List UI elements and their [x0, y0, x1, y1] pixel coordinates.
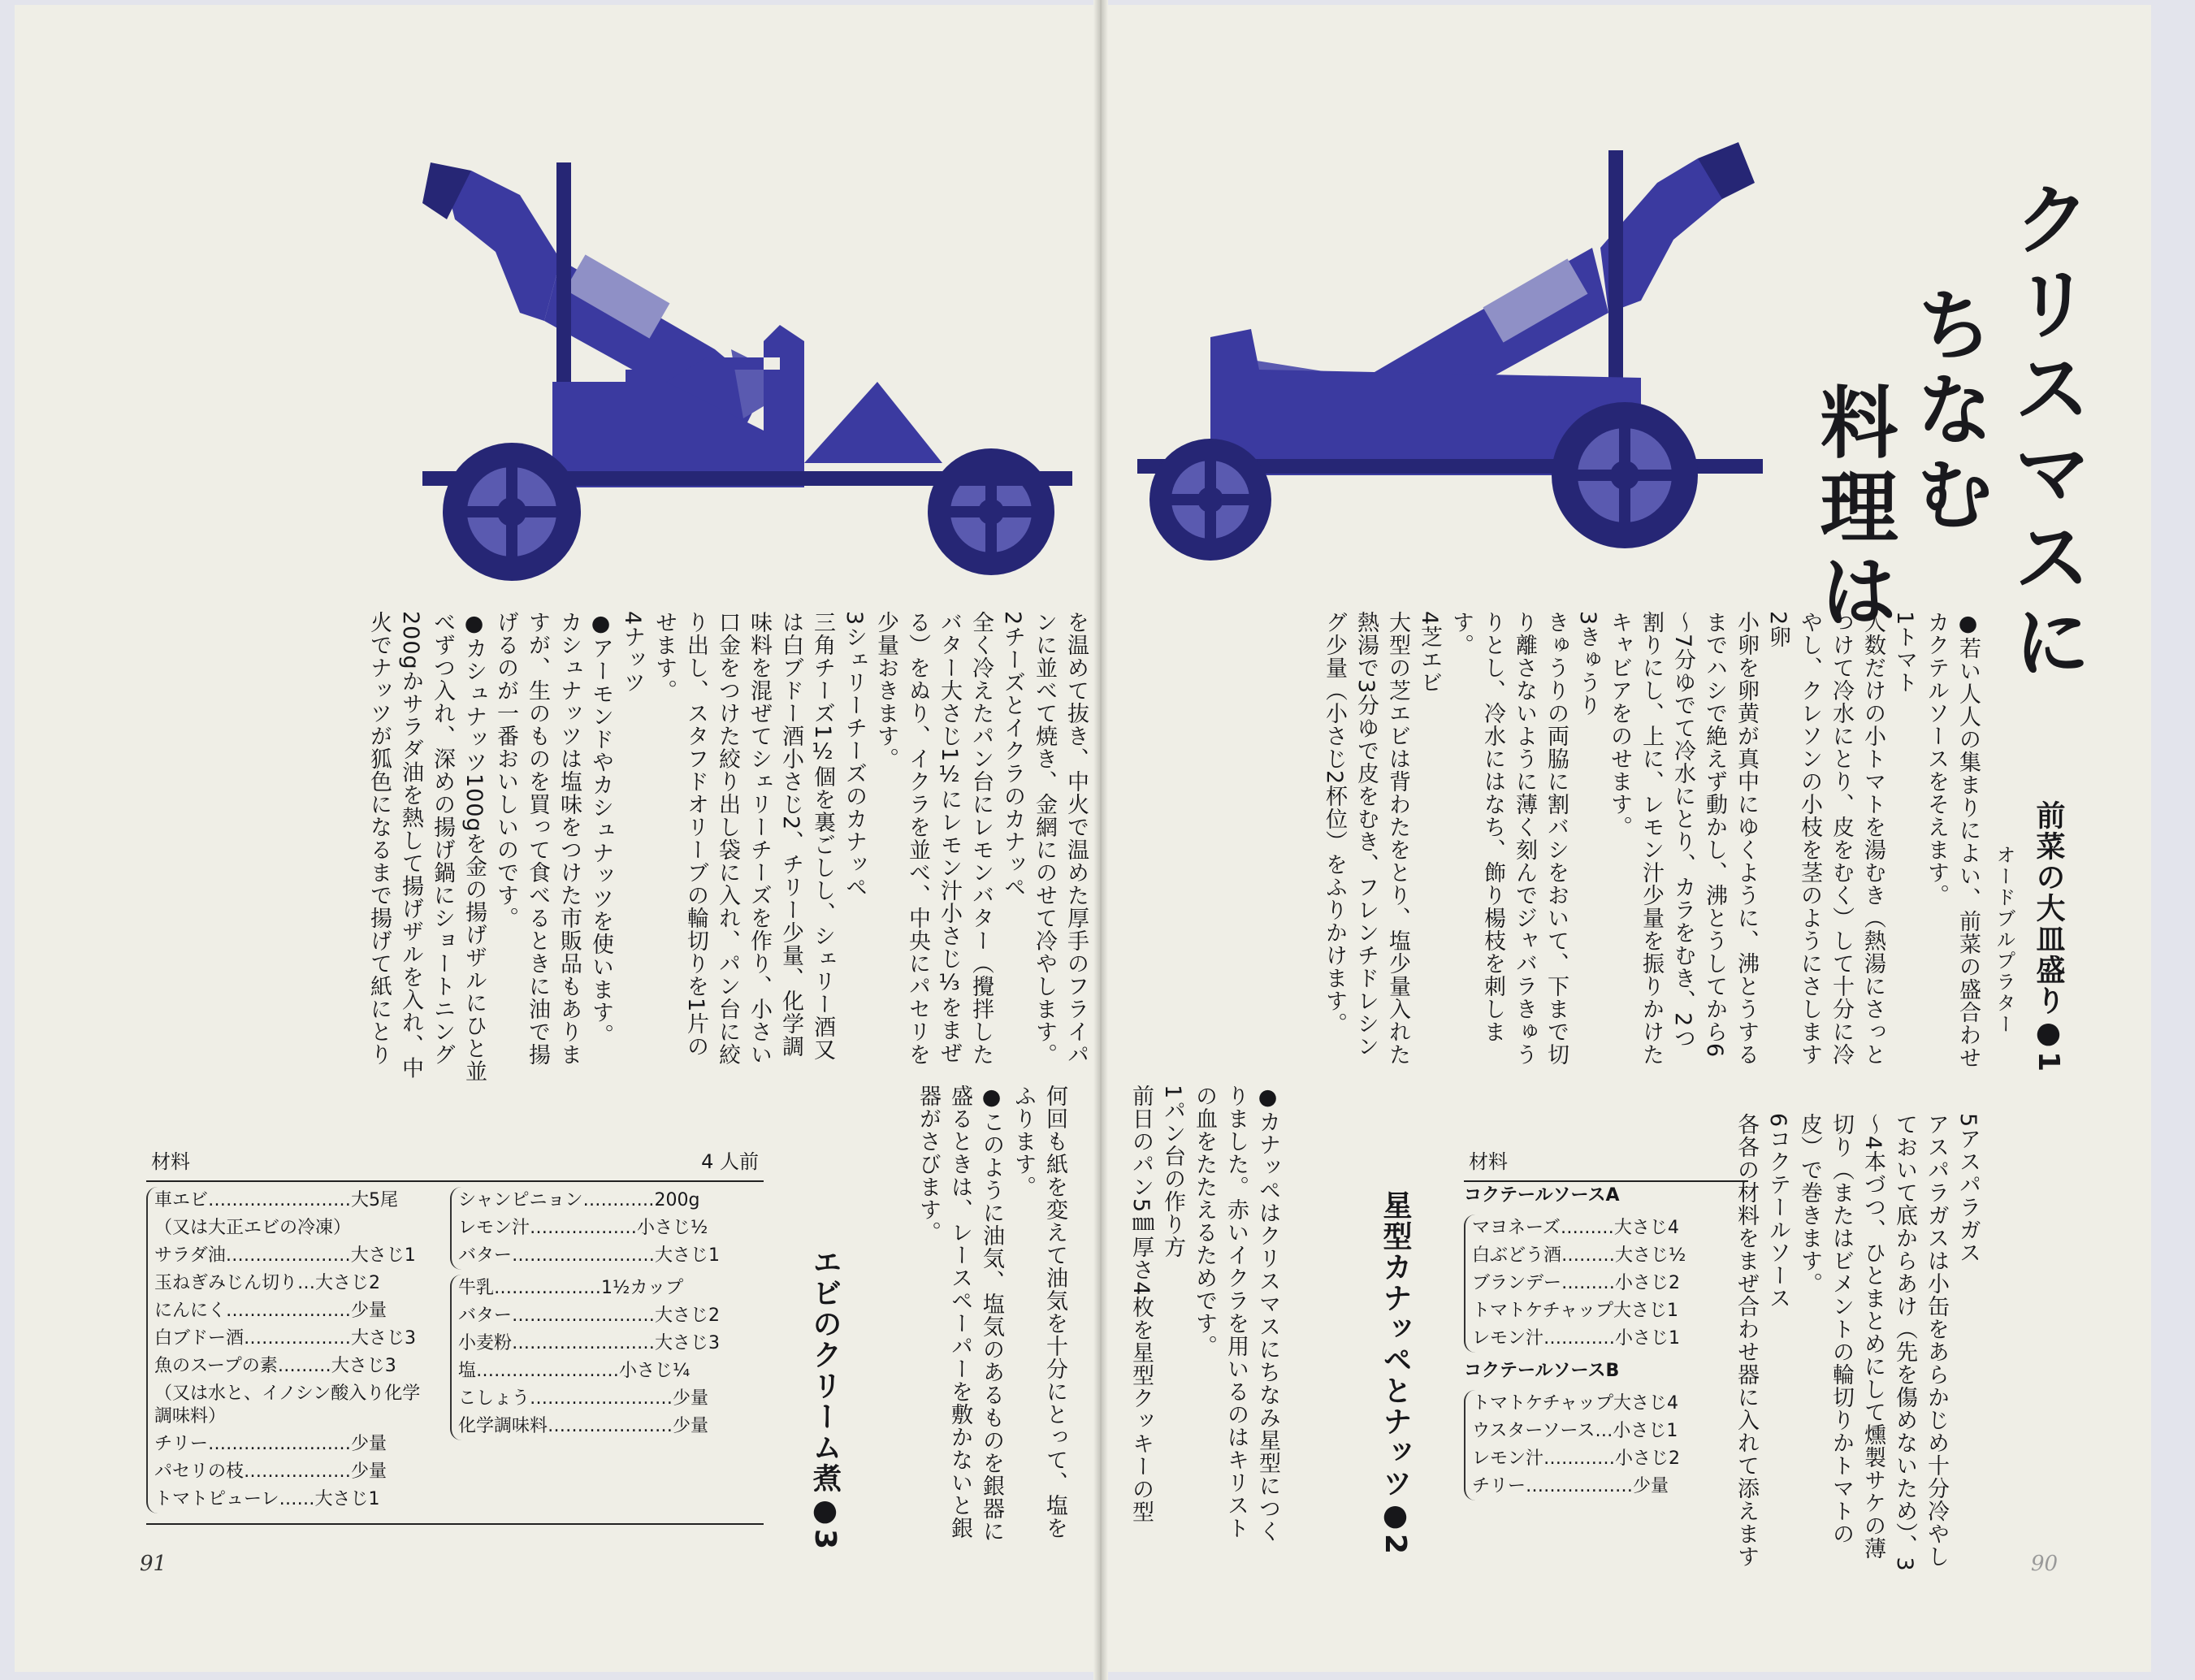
- cannon-wheel-left: [1149, 439, 1271, 561]
- section1-title: 前菜の大皿盛り●1: [2032, 800, 2065, 1074]
- list-item: トマトケチャップ大さじ1: [1472, 1301, 1679, 1321]
- list-item: バター……………………大さじ1: [458, 1245, 720, 1266]
- section2-text-end: 何回も紙を変えて油気を十分にとって、塩を ふります。 ●このように油気、塩気のあるものを銀器に 盛るときは、レースペーパーを敷かないと銀 器がさびます。: [916, 1085, 1067, 1543]
- section3-title: エビのクリーム煮●3: [808, 1247, 842, 1552]
- list-item: マヨネーズ………大さじ4: [1472, 1218, 1679, 1238]
- list-item: 牛乳………………1½カップ: [458, 1278, 684, 1298]
- list-item: 白ブドー酒………………大さじ3: [154, 1328, 416, 1349]
- list-item: チリー……………………少量: [154, 1434, 387, 1454]
- materials-columns: [146, 1182, 764, 1518]
- materials-label: 材料: [151, 1150, 190, 1173]
- list-item: 玉ねぎみじん切り…大さじ2: [154, 1273, 380, 1293]
- cannon-wheel-right: [1552, 402, 1698, 548]
- list-item: レモン汁…………小さじ2: [1472, 1448, 1680, 1469]
- list-item: バター……………………大さじ2: [458, 1305, 720, 1326]
- list-item: ウスターソース…小さじ1: [1472, 1421, 1678, 1441]
- main-title-line1: クリスマスに: [2001, 179, 2093, 686]
- materials-bottom-rule: [146, 1523, 764, 1525]
- materials-col2-group2: [450, 1275, 718, 1440]
- list-item: こしょう……………………少量: [458, 1388, 709, 1409]
- section1-text-lower: 5アスパラガス アスパラガスは小缶をあらかじめ十分冷やし ておいて底からあけ（先を傷めないため）、3 〜4本づつ、ひとまとめにして燻製サケの薄 切り（またはビメントの輪切りかトマトの 皮）で巻きます。 6コクテールソース 各各の材料をまぜ合わせ器に入れて添えます: [1734, 1113, 1981, 1572]
- materials-col2-group1: [450, 1187, 718, 1270]
- cannon-wine-bottle-illustration-left: [422, 138, 1072, 601]
- list-item: 塩……………………小さじ¼: [458, 1361, 691, 1381]
- list-item: チリー………………少量: [1472, 1476, 1669, 1496]
- materials-label: 材料: [1464, 1145, 1748, 1182]
- materials-right: [1464, 1145, 1748, 1505]
- materials-col2: [450, 1182, 718, 1518]
- list-item: トマトピューレ……大さじ1: [154, 1489, 380, 1509]
- sauceB-title: コクテールソースB: [1464, 1361, 1620, 1381]
- list-item: 白ぶどう酒………大さじ½: [1472, 1245, 1686, 1266]
- main-title-line3: 料理は: [1808, 382, 1899, 635]
- section1-text: ●若い人人の集まりによい、前菜の盛合わせ カクテルソースをそえます。 1トマト 人数だけの小トマトを湯むき（熱湯にさっと つけて冷水にとり、皮をむく）して十分に冷 やし、クレソンの小枝を茎のようにさします 2卵 小卵を卵黄が真中にゆくように、沸とうする までハシで絶えず動かし、沸とうしてから6 〜7分ゆでて冷水にとり、カラをむき、2つ 割りにし、上に、レモン汁少量を振りかけた キャビアをのせます。 3きゅうり きゅうりの両脇に割バシをおいて、下まで切 り離さないように薄く刻んでジャバラきゅう りとし、冷水にはなち、飾り楊枝を刺しま す。 4芝エビ 大型の芝エビは背わたをとり、塩少量入れた 熱湯で3分ゆで皮をむき、フレンチドレシン グ少量（小さじ2杯位）をふりかけます。: [1322, 611, 1981, 1069]
- list-item: サラダ油…………………大さじ1: [154, 1245, 416, 1266]
- materials-header: [146, 1145, 764, 1182]
- list-item: （又は水と、イノシン酸入り化学調味料）: [154, 1383, 421, 1427]
- main-title-line2: ちなむ: [1903, 284, 1995, 538]
- sauceA-title: コクテールソースA: [1464, 1185, 1620, 1206]
- section2-title: 星型カナッペとナッツ●2: [1379, 1190, 1412, 1557]
- sauceB-list: [1464, 1390, 1748, 1500]
- materials-servings: 4 人前: [701, 1150, 759, 1173]
- list-item: 車エビ……………………大5尾: [154, 1190, 398, 1210]
- list-item: シャンピニョン…………200g: [458, 1190, 700, 1210]
- list-item: （又は大正エビの冷凍）: [154, 1218, 352, 1238]
- cannon-wheel-right: [928, 448, 1054, 575]
- section2-text-continued: を温めて抜き、中火で温めた厚手のフライパ ンに並べて焼き、金網にのせて冷やします。 2チーズとイクラのカナッペ 全く冷えたパン台にレモンバター（攪拌した バター大さじ1½にレモン汁小さじ⅓をまぜ る）をぬり、イクラを並べ、中央にパセリを 少量おきます。 3シェリーチーズのカナッペ 三角チーズ1½個を裏ごしし、シェリー酒又 は白ブドー酒小さじ2、チリー少量、化学調 味料を混ぜてシェリーチーズを作り、小さい 口金をつけた絞り出し袋に入れ、パン台に絞 り出し、スタフドオリーブの輪切りを1片の せます。 4ナッツ ●アーモンドやカシュナッツを使います。 カシュナッツは塩味をつけた市販品もありま すが、生のものを買って食べるときに油で揚 げるのが一番おいしいのです。 ●カシュナッツ100gを金の揚げザルにひと並 べずつ入れ、深めの揚げ鍋にショートニング 200gかサラダ油を熱して揚げザルを入れ、中 火でナッツが狐色になるまで揚げて紙にとり: [366, 611, 1089, 1083]
- list-item: トマトケチャップ大さじ4: [1472, 1393, 1679, 1414]
- page-number-right: 90: [2031, 1552, 2059, 1576]
- materials-col1: [146, 1187, 422, 1513]
- list-item: にんにく…………………少量: [154, 1301, 387, 1321]
- list-item: ブランデー………小さじ2: [1472, 1273, 1680, 1293]
- cannon-wine-bottle-illustration-right: [1137, 134, 1763, 589]
- section1-subtitle: オードブルプラター: [1993, 845, 2015, 1035]
- list-item: 小麦粉……………………大さじ3: [458, 1333, 720, 1353]
- list-item: 化学調味料…………………少量: [458, 1416, 709, 1436]
- sauceA-list: [1464, 1215, 1748, 1353]
- materials-left: [146, 1145, 764, 1525]
- list-item: 魚のスープの素………大さじ3: [154, 1356, 396, 1376]
- book-gutter: [1093, 0, 1108, 1680]
- cannon-wheel-left: [443, 443, 581, 581]
- list-item: レモン汁………………小さじ½: [458, 1218, 708, 1238]
- section2-text: ●カナッペはクリスマスにちなみ星型につく りました。赤いイクラを用いるのはキリスト の血をたたえるためです。 1パン台の作り方 前日のパン5㎜厚さ4枚を星型クッキーの型: [1128, 1085, 1280, 1543]
- list-item: パセリの枝………………少量: [154, 1461, 387, 1482]
- page-number-left: 91: [140, 1552, 167, 1576]
- list-item: レモン汁…………小さじ1: [1472, 1328, 1680, 1349]
